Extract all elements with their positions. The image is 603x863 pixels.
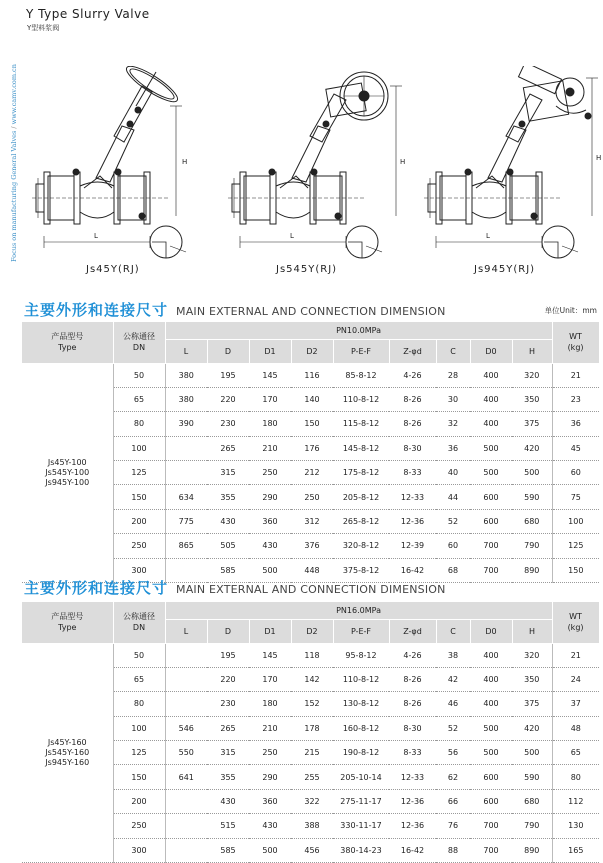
table-cell: 145-8-12 [333,436,389,460]
table-cell: 52 [436,509,470,533]
table-cell: 641 [165,765,207,789]
header-wt-label: WT [569,612,582,622]
table-cell: 300 [113,838,165,862]
table-cell: 152 [291,692,333,716]
table-cell: 312 [291,509,333,533]
section-title-en: MAIN EXTERNAL AND CONNECTION DIMENSION [176,305,446,318]
table-cell: 80 [552,765,599,789]
table-cell: 170 [249,387,291,411]
table-cell: 212 [291,461,333,485]
table-cell: 265-8-12 [333,509,389,533]
header-dn-en: DN [132,623,146,633]
table-cell: 38 [436,643,470,667]
table-cell: 150 [552,558,599,582]
type-model: Js545Y-160 [45,747,90,757]
table-cell: 315 [207,461,249,485]
table-cell: 430 [249,534,291,558]
table-cell: 350 [512,667,552,691]
table-cell: 380 [165,387,207,411]
table-cell: 350 [512,387,552,411]
table-cell: 8-30 [389,436,436,460]
table-cell: 4-26 [389,363,436,387]
header-col: D0 [470,619,512,643]
table-cell: 865 [165,534,207,558]
table-cell: 775 [165,509,207,533]
section-title-pn10 [24,299,446,320]
table-cell: 320 [512,363,552,387]
header-col: D1 [249,339,291,363]
table-cell: 290 [249,485,291,509]
table-cell: 118 [291,643,333,667]
dim-l-2: L [290,232,294,240]
table-cell: 176 [291,436,333,460]
table-cell: 890 [512,558,552,582]
table-cell: 210 [249,716,291,740]
table-cell: 205-10-14 [333,765,389,789]
type-model: Js945Y-100 [45,477,90,487]
table-cell: 30 [436,387,470,411]
table-cell: 140 [291,387,333,411]
table-cell: 230 [207,412,249,436]
valve-drawings-svg [18,66,603,286]
table-cell: 110-8-12 [333,667,389,691]
table-cell: 355 [207,765,249,789]
header-type [22,602,113,643]
table-cell: 16-42 [389,558,436,582]
table-cell: 265 [207,436,249,460]
section-title-cn: 主要外形和连接尺寸 [24,579,169,597]
table-cell: 12-33 [389,485,436,509]
side-url: Focus on manufacturing General Valves / www.camv.com.cn [10,64,18,262]
table-cell: 8-26 [389,412,436,436]
table-cell: 115-8-12 [333,412,389,436]
table-cell: 400 [470,667,512,691]
table-cell: 75 [552,485,599,509]
dimension-table-pn10 [22,322,600,583]
table-cell: 88 [436,838,470,862]
table-cell: 142 [291,667,333,691]
table-cell: 40 [436,461,470,485]
table-cell: 116 [291,363,333,387]
table-cell: 12-33 [389,765,436,789]
table-cell: 255 [291,765,333,789]
table-cell: 56 [436,741,470,765]
table-cell: 175-8-12 [333,461,389,485]
table-cell [165,461,207,485]
table-cell: 150 [113,485,165,509]
dim-h-1: H [182,158,188,166]
table-cell: 150 [291,412,333,436]
table-cell: 375 [512,412,552,436]
table-cell: 700 [470,814,512,838]
table-cell: 12-36 [389,814,436,838]
table-cell: 50 [113,643,165,667]
table-cell: 12-39 [389,534,436,558]
header-col: H [512,339,552,363]
header-type-en: Type [58,623,77,633]
table-cell: 500 [470,436,512,460]
table-cell: 448 [291,558,333,582]
table-cell: 65 [113,387,165,411]
table-cell: 190-8-12 [333,741,389,765]
table-cell: 8-30 [389,716,436,740]
table-cell: 265 [207,716,249,740]
table-cell: 50 [113,363,165,387]
figure-js545y-drawing [228,72,405,258]
table-cell: 515 [207,814,249,838]
table-cell: 500 [512,741,552,765]
table-cell: 400 [470,363,512,387]
table-cell: 48 [552,716,599,740]
table-row [22,363,599,387]
table-cell: 700 [470,838,512,862]
table-cell: 890 [512,838,552,862]
table-cell: 320 [512,643,552,667]
table-cell: 37 [552,692,599,716]
table-cell: 44 [436,485,470,509]
table-cell: 220 [207,387,249,411]
table-cell: 76 [436,814,470,838]
table-cell: 430 [207,509,249,533]
header-wt [552,602,599,643]
header-col: D1 [249,619,291,643]
table-cell: 66 [436,789,470,813]
header-pressure: PN16.0MPa [165,602,552,619]
table-cell: 400 [470,643,512,667]
dim-l-1: L [94,232,98,240]
table-cell: 600 [470,765,512,789]
header-dn [113,322,165,363]
table-cell: 680 [512,789,552,813]
table-cell: 215 [291,741,333,765]
table-cell: 16-42 [389,838,436,862]
table-cell: 380 [165,363,207,387]
page-subtitle: Y型料浆阀 [27,24,60,32]
type-model: Js545Y-100 [45,467,90,477]
table-cell: 21 [552,643,599,667]
table-cell: 12-36 [389,509,436,533]
header-col: P-E-F [333,619,389,643]
table-cell: 600 [470,789,512,813]
table-cell: 145 [249,363,291,387]
type-model: Js45Y-100 [47,457,87,467]
header-dn-en: DN [132,343,146,353]
table-cell: 178 [291,716,333,740]
table-cell: 21 [552,363,599,387]
table-cell: 505 [207,534,249,558]
table-cell [165,838,207,862]
table-cell: 110-8-12 [333,387,389,411]
table-cell: 550 [165,741,207,765]
table-cell: 100 [113,716,165,740]
table-cell: 420 [512,436,552,460]
header-col: L [165,339,207,363]
table-cell: 60 [436,534,470,558]
header-col: D2 [291,339,333,363]
table-cell: 430 [249,814,291,838]
header-col: D [207,619,249,643]
header-col: D [207,339,249,363]
table-cell: 80 [113,692,165,716]
table-cell: 360 [249,509,291,533]
dim-l-3: L [486,232,490,240]
table-cell: 375 [512,692,552,716]
dimension-table-pn16 [22,602,600,863]
table-cell: 8-26 [389,692,436,716]
figure-js45y-drawing [32,66,187,258]
header-col: C [436,339,470,363]
table-cell: 100 [113,436,165,460]
table-cell: 125 [113,461,165,485]
table-cell: 165 [552,838,599,862]
table-cell: 36 [552,412,599,436]
type-model: Js45Y-160 [47,737,87,747]
table-cell: 590 [512,765,552,789]
table-cell: 130 [552,814,599,838]
table-cell: 46 [436,692,470,716]
table-cell: 80 [113,412,165,436]
table-cell: 60 [552,461,599,485]
table-cell: 250 [249,741,291,765]
table-cell: 290 [249,765,291,789]
table-cell: 8-26 [389,667,436,691]
table-cell [165,789,207,813]
type-model: Js945Y-160 [45,757,90,767]
unit-label: 单位Unit：mm [544,306,597,315]
table-cell: 160-8-12 [333,716,389,740]
table-cell: 250 [113,814,165,838]
header-wt-label: WT [569,332,582,342]
table-cell: 400 [470,692,512,716]
table-cell: 8-33 [389,461,436,485]
table-cell: 125 [113,741,165,765]
header-dn-cn: 公称通径 [123,332,155,342]
table-cell [165,643,207,667]
table-cell: 36 [436,436,470,460]
header-col: D2 [291,619,333,643]
figure-label-js545y: Js545Y(RJ) [276,264,338,275]
table-cell: 585 [207,558,249,582]
table-cell: 600 [470,485,512,509]
table-cell: 195 [207,363,249,387]
header-type-en: Type [58,343,77,353]
header-col: Z-φd [389,619,436,643]
type-cell [22,643,113,863]
table-cell: 420 [512,716,552,740]
side-tagline: Focus on manufacturing General Valves [10,130,18,262]
table-cell: 65 [113,667,165,691]
dim-h-3: H [596,154,602,162]
table-cell: 500 [512,461,552,485]
table-cell: 250 [113,534,165,558]
header-type-cn: 产品型号 [51,332,84,342]
table-cell: 24 [552,667,599,691]
table-cell: 790 [512,814,552,838]
header-col: L [165,619,207,643]
table-cell: 500 [249,558,291,582]
table-cell: 220 [207,667,249,691]
table-cell [165,667,207,691]
dim-h-2: H [400,158,406,166]
table-cell: 95-8-12 [333,643,389,667]
header-wt [552,322,599,363]
table-cell: 300 [113,558,165,582]
table-cell: 62 [436,765,470,789]
table-cell: 200 [113,509,165,533]
table-cell: 125 [552,534,599,558]
header-col: P-E-F [333,339,389,363]
table-cell: 180 [249,692,291,716]
header-col: C [436,619,470,643]
table-cell: 52 [436,716,470,740]
table-cell: 275-11-17 [333,789,389,813]
page-title: Y Type Slurry Valve [26,7,150,21]
header-wt-unit: (kg) [567,343,584,353]
table-cell: 210 [249,436,291,460]
table-cell: 380-14-23 [333,838,389,862]
header-type-cn: 产品型号 [51,612,84,622]
table-row [22,643,599,667]
table-cell: 430 [207,789,249,813]
type-cell [22,363,113,583]
figure-js945y-drawing [424,66,601,258]
header-dn-cn: 公称通径 [123,612,155,622]
table-cell: 145 [249,643,291,667]
table-cell: 130-8-12 [333,692,389,716]
table-cell: 355 [207,485,249,509]
figure-label-js45y: Js45Y(RJ) [86,264,140,275]
header-col: H [512,619,552,643]
table-cell: 195 [207,643,249,667]
table-cell: 375-8-12 [333,558,389,582]
table-cell: 42 [436,667,470,691]
header-pressure: PN10.0MPa [165,322,552,339]
table-cell: 150 [113,765,165,789]
table-cell: 100 [552,509,599,533]
table-cell: 634 [165,485,207,509]
table-cell: 23 [552,387,599,411]
table-cell: 500 [249,838,291,862]
table-cell: 112 [552,789,599,813]
table-cell: 700 [470,534,512,558]
table-cell [165,692,207,716]
header-dn [113,602,165,643]
table-cell: 8-33 [389,741,436,765]
table-cell: 700 [470,558,512,582]
table-cell: 28 [436,363,470,387]
table-cell: 170 [249,667,291,691]
table-cell: 65 [552,741,599,765]
table-cell: 8-26 [389,387,436,411]
table-cell: 500 [470,461,512,485]
table-cell: 546 [165,716,207,740]
table-cell: 400 [470,387,512,411]
table-cell: 180 [249,412,291,436]
table-cell: 230 [207,692,249,716]
header-col: D0 [470,339,512,363]
table-cell: 330-11-17 [333,814,389,838]
table-cell: 32 [436,412,470,436]
section-title-pn16 [24,577,446,598]
table-cell: 360 [249,789,291,813]
header-wt-unit: (kg) [567,623,584,633]
table-cell: 790 [512,534,552,558]
table-cell: 200 [113,789,165,813]
table-cell: 315 [207,741,249,765]
table-cell: 250 [291,485,333,509]
section-title-en: MAIN EXTERNAL AND CONNECTION DIMENSION [176,583,446,596]
table-cell: 390 [165,412,207,436]
table-cell: 376 [291,534,333,558]
header-type [22,322,113,363]
table-cell: 585 [207,838,249,862]
table-cell: 400 [470,412,512,436]
section-title-cn: 主要外形和连接尺寸 [24,301,169,319]
table-cell [165,814,207,838]
table-cell: 680 [512,509,552,533]
table-cell: 500 [470,716,512,740]
table-cell: 68 [436,558,470,582]
table-cell: 320-8-12 [333,534,389,558]
table-cell: 205-8-12 [333,485,389,509]
side-website: www.camv.com.cn [10,64,18,125]
table-cell: 456 [291,838,333,862]
valve-drawings [18,66,603,286]
table-cell: 388 [291,814,333,838]
table-cell: 45 [552,436,599,460]
table-cell: 250 [249,461,291,485]
table-cell: 322 [291,789,333,813]
table-cell: 4-26 [389,643,436,667]
table-cell [165,436,207,460]
table-cell: 12-36 [389,789,436,813]
figure-label-js945y: Js945Y(RJ) [474,264,536,275]
header-col: Z-φd [389,339,436,363]
table-cell: 85-8-12 [333,363,389,387]
table-cell: 590 [512,485,552,509]
table-cell: 600 [470,509,512,533]
table-cell: 500 [470,741,512,765]
